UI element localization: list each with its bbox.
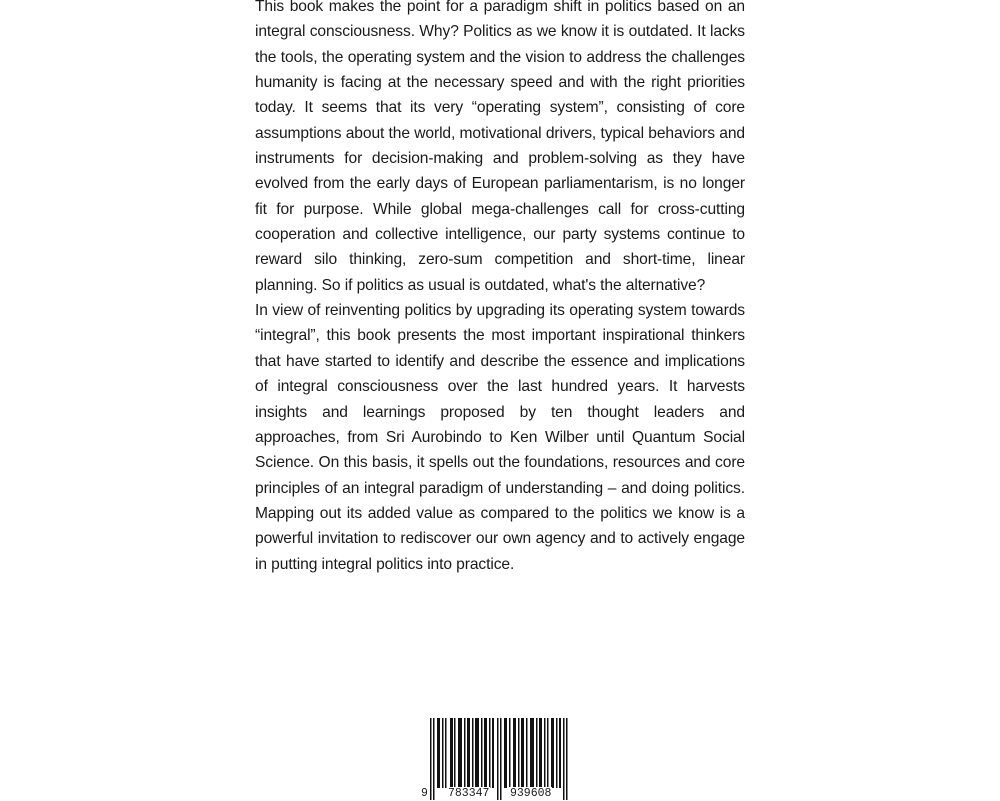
isbn-digits (420, 787, 580, 801)
isbn-first-digit: 9 (421, 787, 428, 800)
blurb-paragraph-1: This book makes the point for a paradigm shift in politics based on an integral consciousness. Why? Politics as we know it is outdated. It lacks the tools, the operating system and the vision to address the challenges humanity is facing at the necessary speed and with the right priorities today. It seems that its very “operating system”, consisting of core assumptions about the world, motivational drivers, typical behaviors and instruments for decision-making and problem-solving as they have evolved from the early days of European parliamentarism, is no longer fit for purpose. While global mega-challenges call for cross-cutting cooperation and collective intelligence, our party systems continue to reward silo thinking, zero-sum competition and short-time, linear planning. So if politics as usual is outdated, what's the alternative? (255, 0, 745, 294)
isbn-barcode (420, 718, 580, 800)
blurb-text (255, 0, 745, 577)
isbn-left-group: 783347 (448, 787, 490, 800)
blurb-paragraph-2: In view of reinventing politics by upgrading its operating system towards “integral”, this book presents the most important inspirational thinkers that have started to identify and describe the essence and implications of integral consciousness over the last hundred years. It harvests insights and learnings proposed by ten thought leaders and approaches, from Sri Aurobindo to Ken Wilber until Quantum Social Science. On this basis, it spells out the foundations, resources and core principles of an integral paradigm of understanding – and doing politics. Mapping out its added value as compared to the politics we know is a powerful invitation to rediscover our own agency and to actively engage in putting integral politics into practice. (255, 302, 745, 573)
isbn-right-group: 939608 (510, 787, 552, 800)
